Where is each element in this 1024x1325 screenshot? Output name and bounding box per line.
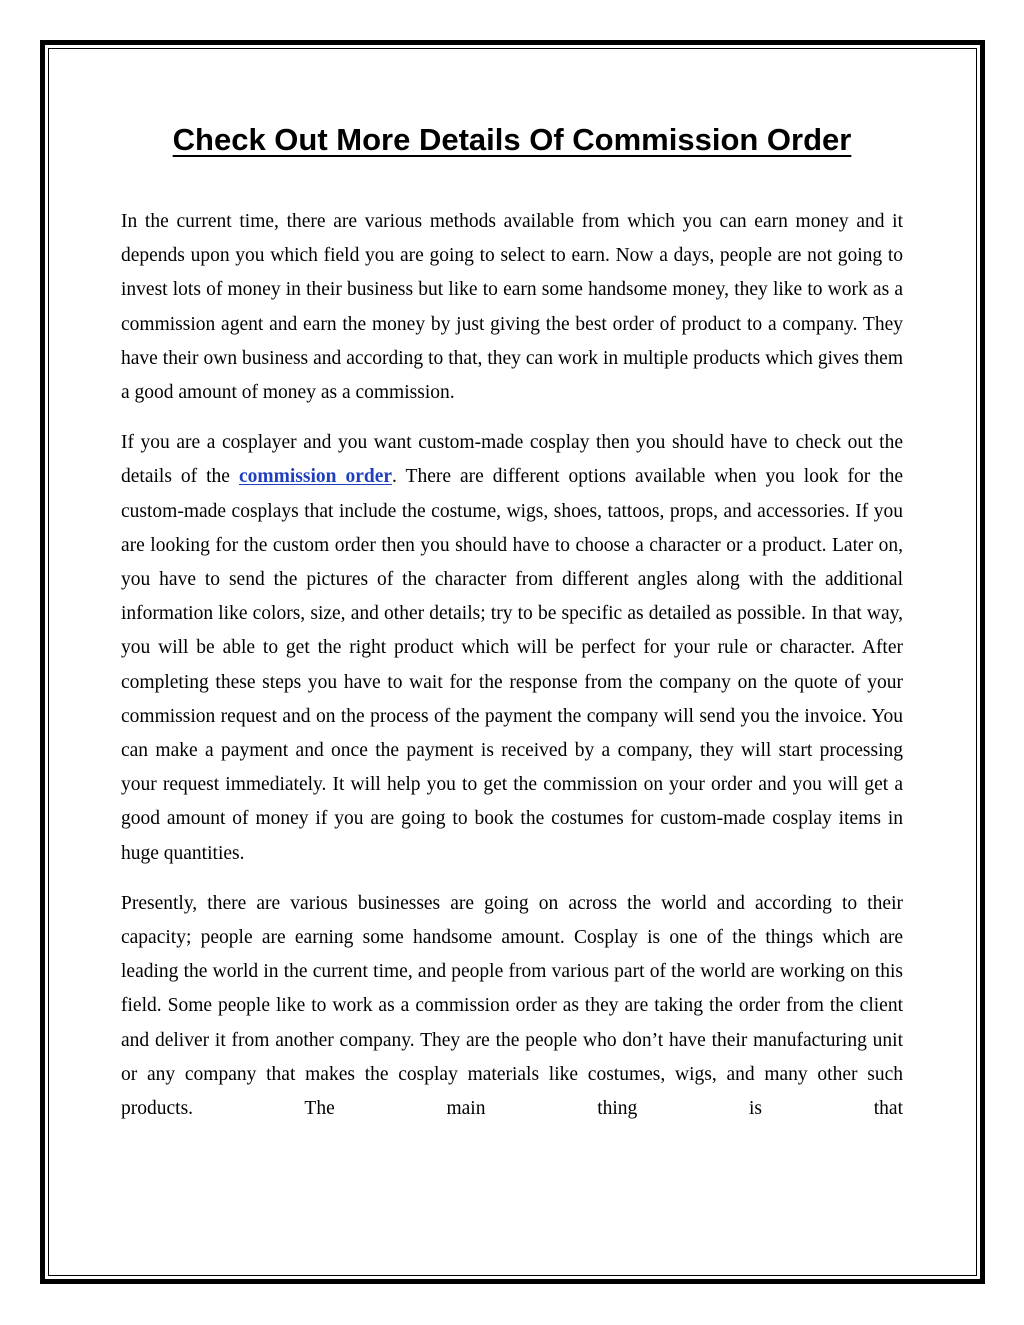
document-body (121, 205, 903, 1142)
paragraph-2-after-link: . There are different options available when you look for the custom-made cosplays that include the costume, wigs, shoes, tattoos, props, and accessories. If you are looking for the custom order then you should have to choose a character or a product. Later on, you have to send the pictures of the character from different angles along with the additional information like colors, size, and other details; try to be specific as detailed as possible. In that way, you will be able to get the right product which will be perfect for your rule or character. After completing these steps you have to wait for the response from the company on the quote of your commission request and on the process of the payment the company will send you the invoice. You can make a payment and once the payment is received by a company, they will start processing your request immediately. It will help you to get the commission on your order and you will get a good amount of money if you are going to book the costumes for custom-made cosplay items in huge quantities. (121, 466, 904, 864)
paragraph-3: Presently, there are various businesses are going on across the world and according to their capacity; people are earning some handsome amount. Cosplay is one of the things which are leading the world in the current time, and people from various part of the world are working on this field. Some people like to work as a commission order as they are taking the order from the client and deliver it from another company. They are the people who don’t have their manufacturing unit or any company that makes the cosplay materials like costumes, wigs, and many other such products. The main thing is that (121, 892, 903, 1120)
paragraph-2-before-link: If you are a cosplayer and you want custom-made cosplay then you should have to check out the details of the (121, 432, 903, 488)
paragraph-1: In the current time, there are various methods available from which you can earn money and it depends upon you which field you are going to select to earn. Now a days, people are not going to invest lots of money in their business but like to earn some handsome money, they like to work as a commission agent and earn the money by just giving the best order of product to a company. They have their own business and according to that, they can work in multiple products which gives them a good amount of money as a commission. (121, 211, 903, 404)
document-title: Check Out More Details Of Commission Order (172, 122, 852, 157)
commission-order-link[interactable]: commission order (238, 466, 393, 488)
paragraph-2 (121, 426, 903, 871)
